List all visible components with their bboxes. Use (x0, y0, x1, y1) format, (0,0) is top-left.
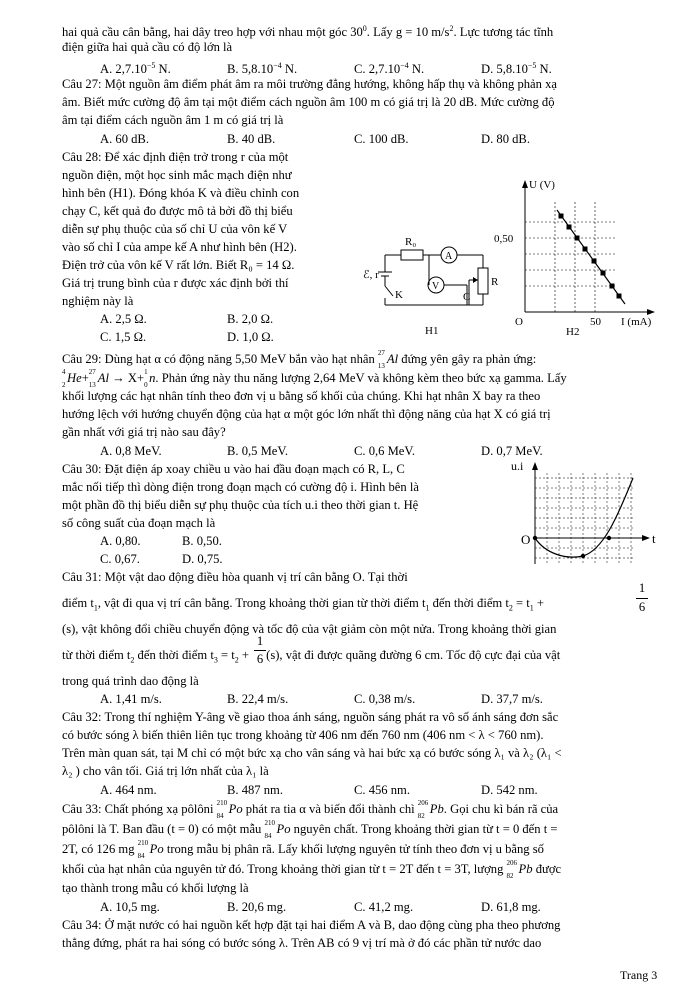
q28-line-8: Giá trị trung bình của r được xác định bởi thí (62, 276, 289, 290)
q28-option-b: B. 2,0 Ω. (227, 312, 274, 326)
h2-ytick: 0,50 (494, 233, 514, 245)
ui-t-point (533, 536, 537, 540)
q28-line-2: nguồn điện, một học sinh mắc mạch điện như (62, 168, 292, 182)
q31-line-2: điểm $t_1$, vật đi qua vị trí cân bằng. Trong khoảng thời gian từ thời điểm $t_1$ đến thời điểm $t_2 = t_1$ + (62, 596, 545, 613)
q27-option-c: C. 100 dB. (354, 132, 409, 146)
page-number: Trang 3 (620, 968, 658, 982)
q31-frac1-den: 6 (638, 600, 646, 614)
q27-option-a: A. 60 dB. (100, 132, 149, 146)
h2-data-point (617, 294, 622, 299)
q32-line-2: có bước sóng λ biến thiên liên tục trong khoảng từ 406 nm đến 760 nm (406 nm < λ < 760 nm). (62, 728, 544, 742)
q31-option-a: A. 1,41 m/s. (100, 692, 162, 706)
h2-xlabel: I (mA) (621, 316, 652, 328)
intro-line-1: hai quả cầu cân bằng, hai dây treo hợp với nhau một góc $30^0$. Lấy g = 10 $m/s^2$. Lực tương tác tĩnh (62, 24, 554, 40)
q30-option-b: B. 0,50. (182, 534, 222, 548)
q29-option-c: C. 0,6 MeV. (354, 444, 415, 458)
ui-t-point (607, 536, 611, 540)
q33-line-4: khối của hạt nhân của nguyên tử đó. Trong khoảng thời gian từ t = 2T đến t = 3T, lượng 206 82 Pb được (62, 859, 562, 880)
q32-option-a: A. 464 nm. (100, 783, 157, 797)
ui-t-origin: O (521, 532, 531, 547)
nuclide-n: 1 0 n (144, 368, 156, 389)
nuclide-al: 27 13 Al (377, 349, 399, 370)
q30-option-c: C. 0,67. (100, 552, 140, 566)
q28-line-6: vào số chỉ I của ampe kế A như hình bên (H2). (62, 240, 297, 254)
q31-option-c: C. 0,38 m/s. (354, 692, 416, 706)
ui-t-grid (535, 473, 635, 563)
nuclide-pb: 206 82 Pb (417, 799, 444, 820)
q31-line-5: trong quá trình dao động là (62, 674, 199, 688)
q33-option-b: B. 20,6 mg. (227, 900, 287, 914)
q29-option-d: D. 0,7 MeV. (481, 444, 543, 458)
q32-option-b: B. 487 nm. (227, 783, 283, 797)
q30-option-a: A. 0,80. (100, 534, 141, 548)
q29-line-2: 4 2 He+ 27 13 Al → X+ 1 0 n. Phản ứng này thu năng lượng 2,64 MeV và không kèm theo bức xạ gamma. Lấy (62, 368, 567, 389)
nuclide-he: 4 2 He (62, 368, 82, 389)
q27-option-d: D. 80 dB. (481, 132, 530, 146)
graph-ui-t (505, 458, 665, 568)
q32-line-4: λ₂ ) cho vân tối. Giá trị lớn nhất của λ₁ là (62, 764, 269, 778)
q31-option-d: D. 37,7 m/s. (481, 692, 543, 706)
ui-t-ylabel: u.i (511, 459, 524, 473)
q33-line-1: Câu 33: Chất phóng xạ pôlôni 210 84 Po phát ra tia α và biến đổi thành chì 206 82 Pb. Gọi chu kì bán rã của (62, 799, 559, 820)
label-slider-c: C (463, 291, 471, 303)
intro-option-a: A. $2,7.10^{-5}$ N. (100, 61, 171, 77)
q28-line-9: nghiệm này là (62, 294, 134, 308)
q33-line-3: 2T, có 126 mg 210 84 Po trong mẫu bị phân rã. Lấy khối lượng nguyên tử tính theo đơn vị u bằng số (62, 839, 544, 860)
q33-line-2: pôlôni là T. Ban đầu (t = 0) có một mẫu 210 84 Po nguyên chất. Trong khoảng thời gian từ t = 0 đến t = (62, 819, 558, 840)
q33-line-5: tạo thành trong mẫu có khối lượng là (62, 881, 249, 895)
h2-origin: O (515, 316, 523, 328)
h2-xtick: 50 (590, 316, 601, 328)
q28-option-a: A. 2,5 Ω. (100, 312, 147, 326)
label-voltmeter: V (432, 281, 440, 292)
q31-frac2-num: 1 (256, 634, 264, 648)
q30-line-2: mắc nối tiếp thì dòng điện trong đoạn mạch có cường độ i. Hình bên là (62, 480, 419, 494)
q28-line-5: diễn sự phụ thuộc của số chỉ U của vôn kế V (62, 222, 288, 236)
label-h1: H1 (425, 325, 439, 337)
h2-grid (525, 202, 615, 312)
ui-t-curve (535, 478, 633, 557)
nuclide-po: 210 84 Po (216, 799, 243, 820)
label-h2: H2 (566, 326, 580, 338)
q34-line-2: thẳng đứng, phát ra hai sóng có bước sóng λ. Trên AB có 9 vị trí mà ở đó các phần tử nước dao (62, 936, 542, 950)
label-rheostat-r: R (491, 276, 499, 288)
q31-frac2-den: 6 (256, 652, 264, 666)
q32-option-c: C. 456 nm. (354, 783, 410, 797)
q28-line-3: hình bên (H1). Đóng khóa K và điều chỉnh con (62, 186, 300, 200)
q31-line-4: từ thời điểm $t_2$ đến thời điểm $t_3 = t_2 + (s)$, vật đi được quãng đường 6 cm. Tốc độ cực đại của vật (62, 648, 561, 665)
q32-option-d: D. 542 nm. (481, 783, 538, 797)
h2-data-point (559, 214, 564, 219)
q33-option-a: A. 10,5 mg. (100, 900, 160, 914)
h2-data-point (592, 259, 597, 264)
q29-option-b: B. 0,5 MeV. (227, 444, 288, 458)
q28-line-1: Câu 28: Để xác định điện trở trong r của một (62, 150, 289, 164)
q29-line-5: gần nhất với giá trị nào sau đây? (62, 425, 226, 439)
h2-data-point (601, 271, 606, 276)
q29-line-4: hướng lệch với hướng chuyển động của hạt α một góc lớn nhất thì động năng của hạt X có giá trị (62, 407, 551, 421)
intro-line-2: điện giữa hai quả cầu có độ lớn là (62, 40, 233, 54)
q29-line-1: Câu 29: Dùng hạt α có động năng 5,50 MeV bắn vào hạt nhân 27 13 Al đứng yên gây ra phản ứng: (62, 349, 537, 370)
q28-option-c: C. 1,5 Ω. (100, 330, 147, 344)
h2-ylabel: U (V) (529, 179, 555, 191)
label-switch-k: K (395, 289, 403, 301)
q30-line-1: Câu 30: Đặt điện áp xoay chiều u vào hai đầu đoạn mạch có R, L, C (62, 462, 405, 476)
intro-option-d: D. $5,8.10^{-5}$ N. (481, 61, 552, 77)
q28-line-4: chạy C, kết quả đo được mô tả bởi đồ thị biểu (62, 204, 293, 218)
label-r0: R₀ (405, 236, 417, 248)
q32-line-1: Câu 32: Trong thí nghiệm Y-âng về giao thoa ánh sáng, nguồn sáng phát ra vô số ánh sáng đơn sắc (62, 710, 559, 724)
q29-option-a: A. 0,8 MeV. (100, 444, 162, 458)
intro-option-c: C. $2,7.10^{-4}$ N. (354, 61, 425, 77)
q33-option-c: C. 41,2 mg. (354, 900, 414, 914)
h2-data-point (567, 225, 572, 230)
q27-option-b: B. 40 dB. (227, 132, 276, 146)
label-ammeter: A (445, 251, 453, 262)
q31-frac1-num: 1 (638, 581, 646, 595)
q33-option-d: D. 61,8 mg. (481, 900, 541, 914)
resistor-r0 (401, 250, 423, 260)
rheostat-r (478, 268, 488, 294)
ui-t-xlabel: t (652, 531, 656, 546)
h2-data-point (583, 247, 588, 252)
h2-fit-line (557, 210, 625, 304)
q31-line-3: (s), vật không đổi chiều chuyển động và tốc độ của vật giảm còn một nửa. Trong khoảng thời gian (62, 622, 557, 636)
label-source: ℰ, r (363, 269, 379, 281)
q31-line-1: Câu 31: Một vật dao động điều hòa quanh vị trí cân bằng O. Tại thời (62, 570, 408, 584)
q30-option-d: D. 0,75. (182, 552, 223, 566)
q30-line-3: một phần đồ thị biểu diễn sự phụ thuộc của tích u.i theo thời gian t. Hệ (62, 498, 419, 512)
q28-line-7: Điện trở của vôn kế V rất lớn. Biết R₀ = 14 Ω. (62, 258, 295, 272)
h2-data-point (610, 284, 615, 289)
q30-line-4: số công suất của đoạn mạch là (62, 516, 216, 530)
q28-option-d: D. 1,0 Ω. (227, 330, 274, 344)
ui-t-point (581, 554, 585, 558)
intro-option-b: B. $5,8.10^{-4}$ N. (227, 61, 298, 77)
graph-h2 (495, 172, 665, 337)
circuit-diagram-h1 (365, 230, 515, 345)
q29-line-3: khối lượng các hạt nhân tính theo đơn vị u bằng số khối của chúng. Khi hạt nhân X bay ra theo (62, 389, 541, 403)
q31-option-b: B. 22,4 m/s. (227, 692, 289, 706)
q27-line-2: âm. Biết mức cường độ âm tại một điểm cách nguồn âm 100 m có giá trị là 20 dB. Mức cường độ (62, 95, 555, 109)
q27-line-3: âm tại điểm cách nguồn âm 1 m có giá trị là (62, 113, 284, 127)
h2-data-point (575, 236, 580, 241)
q34-line-1: Câu 34: Ở mặt nước có hai nguồn kết hợp đặt tại hai điểm A và B, dao động cùng pha theo phương (62, 918, 561, 932)
q32-line-3: Trên màn quan sát, tại M chỉ có một bức xạ cho vân sáng và hai bức xạ có bước sóng λ₁ và λ₂ (λ₁ < (62, 746, 562, 760)
q27-line-1: Câu 27: Một nguồn âm điểm phát âm ra môi trường đẳng hướng, không hấp thụ và không phản xạ (62, 77, 557, 91)
